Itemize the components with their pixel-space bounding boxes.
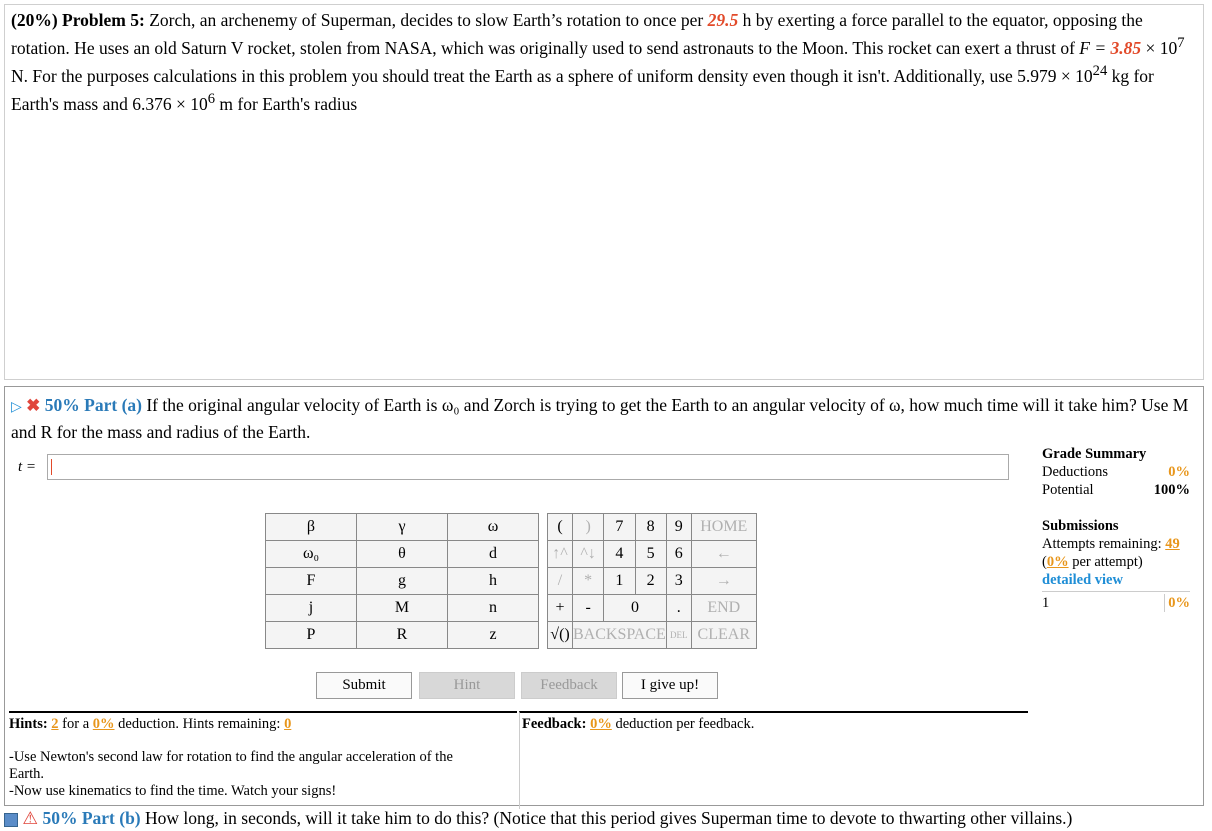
key-theta[interactable]: θ	[357, 541, 448, 568]
key-5[interactable]: 5	[635, 541, 666, 568]
key-home[interactable]: HOME	[691, 514, 756, 541]
key-down[interactable]: ^↓	[573, 541, 604, 568]
key-g[interactable]: g	[357, 568, 448, 595]
key-1[interactable]: 1	[604, 568, 635, 595]
submissions-title: Submissions	[1042, 518, 1119, 534]
number-keypad	[547, 513, 757, 649]
submission-score: 0%	[1164, 594, 1190, 612]
key-omega0[interactable]: ω₀	[266, 541, 357, 568]
key-beta[interactable]: β	[266, 514, 357, 541]
radius-unit: m for Earth's radius	[219, 93, 358, 114]
key-9[interactable]: 9	[666, 514, 691, 541]
per-attempt-pct: 0%	[1046, 554, 1069, 570]
hints-deduction: deduction. Hints remaining:	[118, 716, 281, 732]
force-value: 3.85	[1110, 37, 1142, 58]
answer-input[interactable]	[47, 454, 1009, 480]
text-caret	[51, 459, 52, 475]
warning-icon: ⚠	[22, 808, 39, 828]
key-minus[interactable]: -	[573, 595, 604, 622]
key-0[interactable]: 0	[604, 595, 667, 622]
hint-1: -Use Newton's second law for rotation to find the angular acceleration of the Earth.	[9, 749, 453, 782]
part-a-panel	[4, 386, 1204, 806]
attempts-label: Attempts remaining:	[1042, 536, 1162, 552]
force-times: × 10	[1145, 37, 1178, 58]
key-open-paren[interactable]: (	[548, 514, 573, 541]
mass-value: 5.979 × 10	[1017, 65, 1093, 86]
hint-2: -Now use kinematics to find the time. Watch your signs!	[9, 783, 337, 799]
problem-text: Zorch, an archenemy of Superman, decides to slow Earth’s rotation to once per	[149, 10, 704, 30]
problem-statement	[4, 4, 1204, 380]
radius-exp: 6	[207, 90, 216, 107]
hints-for-a: for a	[62, 716, 90, 732]
key-end[interactable]: END	[691, 595, 756, 622]
key-4[interactable]: 4	[604, 541, 635, 568]
hint-button[interactable]: Hint	[419, 672, 515, 699]
key-right[interactable]: →	[691, 568, 756, 595]
problem-title: Problem 5:	[62, 10, 145, 30]
key-3[interactable]: 3	[666, 568, 691, 595]
force-symbol: F =	[1079, 37, 1107, 58]
key-backspace[interactable]: BACKSPACE	[573, 622, 667, 649]
answer-label: t =	[18, 459, 37, 475]
key-up[interactable]: ↑^	[548, 541, 573, 568]
detailed-view-link[interactable]: detailed view	[1042, 572, 1123, 588]
period-value: 29.5	[707, 10, 739, 30]
key-del[interactable]: DEL	[666, 622, 691, 649]
key-j[interactable]: j	[266, 595, 357, 622]
key-sqrt[interactable]: √()	[548, 622, 573, 649]
key-2[interactable]: 2	[635, 568, 666, 595]
grade-summary: Grade Summary Deductions 0% Potential 100% Submissions Attempts remaining: 49 (0% per attempt) detailed view 1 0%	[1042, 446, 1190, 611]
key-plus[interactable]: +	[548, 595, 573, 622]
incorrect-x-icon: ✖	[26, 396, 41, 415]
mass-exp: 24	[1092, 62, 1108, 79]
problem-weight: (20%)	[11, 10, 58, 30]
mass-unit: kg for Earth's mass and 6.376 × 10	[11, 65, 1154, 114]
key-divide[interactable]: /	[548, 568, 573, 595]
key-d[interactable]: d	[448, 541, 539, 568]
key-n[interactable]: n	[448, 595, 539, 622]
feedback-button[interactable]: Feedback	[521, 672, 617, 699]
force-unit: N. For the purposes calculations in this problem you should treat the Earth as a sphere of uniform density even though it isn't. Additionally, use	[11, 65, 1013, 86]
key-8[interactable]: 8	[635, 514, 666, 541]
part-a-text: If the original angular velocity of Earth is ω₀ and Zorch is trying to get the Earth to an angular velocity of ω, how much time will it take him? Use M and R for the mass and radius of the Earth.	[11, 395, 1189, 442]
key-M[interactable]: M	[357, 595, 448, 622]
key-close-paren[interactable]: )	[573, 514, 604, 541]
part-a-question	[11, 393, 1191, 445]
feedback-panel	[519, 711, 1028, 809]
key-gamma[interactable]: γ	[357, 514, 448, 541]
hints-count: 2	[51, 716, 59, 732]
hints-panel	[9, 711, 517, 809]
grade-title: Grade Summary	[1042, 446, 1147, 462]
attempts-value: 49	[1165, 536, 1180, 552]
key-z[interactable]: z	[448, 622, 539, 649]
key-dot[interactable]: .	[666, 595, 691, 622]
per-attempt-text: per attempt)	[1072, 554, 1143, 570]
feedback-text: deduction per feedback.	[615, 716, 755, 732]
hints-pct: 0%	[92, 716, 115, 732]
give-up-button[interactable]: I give up!	[622, 672, 718, 699]
expand-triangle-icon[interactable]: ▷	[11, 400, 22, 415]
submission-number: 1	[1042, 595, 1050, 611]
key-F[interactable]: F	[266, 568, 357, 595]
feedback-pct: 0%	[590, 716, 612, 732]
part-a-label: 50% Part (a)	[44, 395, 142, 415]
part-b-label: 50% Part (b)	[42, 808, 141, 828]
deductions-label: Deductions	[1042, 464, 1109, 480]
key-R[interactable]: R	[357, 622, 448, 649]
hints-label: Hints:	[9, 716, 48, 732]
key-7[interactable]: 7	[604, 514, 635, 541]
part-b-text: How long, in seconds, will it take him to do this? (Notice that this period gives Superman time to devote to thwarting other villains.)	[145, 808, 1073, 828]
potential-label: Potential	[1042, 482, 1094, 498]
potential-value: 100%	[1153, 482, 1190, 498]
force-exp: 7	[1177, 35, 1185, 51]
problem-text-2: h by exerting a force parallel to the equator, opposing the rotation. He uses an old Saturn V rocket, stolen from NASA, which was originally used to send astronauts to the Moon. This rocket can exert a thrust of	[11, 10, 1143, 58]
key-omega[interactable]: ω	[448, 514, 539, 541]
deductions-value: 0%	[1168, 464, 1190, 480]
key-clear[interactable]: CLEAR	[691, 622, 756, 649]
submit-button[interactable]: Submit	[316, 672, 412, 699]
key-left[interactable]: ←	[691, 541, 756, 568]
collapse-icon[interactable]	[4, 813, 18, 827]
part-b-header	[4, 806, 1204, 831]
key-h[interactable]: h	[448, 568, 539, 595]
key-multiply[interactable]: *	[573, 568, 604, 595]
variable-keypad	[265, 513, 539, 649]
key-P[interactable]: P	[266, 622, 357, 649]
hints-remaining: 0	[284, 716, 292, 732]
key-6[interactable]: 6	[666, 541, 691, 568]
feedback-label: Feedback:	[522, 716, 587, 732]
